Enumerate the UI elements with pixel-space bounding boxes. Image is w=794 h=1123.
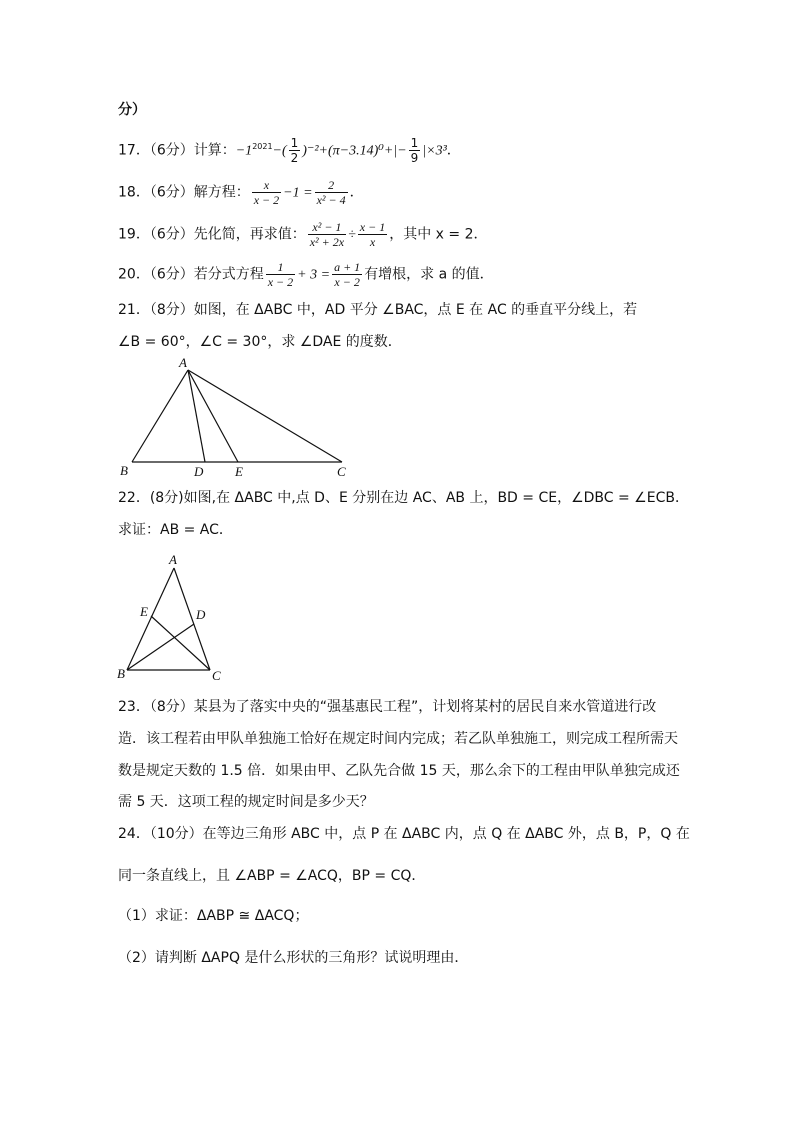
fig22-side-ab: [127, 568, 174, 670]
q18-label: 18．（6分）解方程：: [118, 184, 250, 201]
q18-fraction-1: $\frac{x}{x - 2}$: [253, 178, 280, 207]
q19-tail: ，其中 x = 2．: [389, 226, 488, 243]
fig21-segment-ad: [188, 370, 205, 462]
fig21-label-a: A: [179, 355, 187, 370]
q22-line-2: 求证：AB = AC．: [118, 522, 233, 538]
q21-line-2: ∠B = 60°，∠C = 30°，求 ∠DAE 的度数．: [118, 334, 402, 350]
q24-sub-2: （2）请判断 ΔAPQ 是什么形状的三角形？试说明理由．: [118, 950, 469, 966]
q20-tail: 有增根，求 a 的值．: [364, 266, 494, 283]
figure-22-triangle: [112, 548, 242, 683]
fig22-segment-ce: [151, 616, 210, 670]
q23-line-2: 造．该工程若由甲队单独施工恰好在规定时间内完成；若乙队单独施工，则完成工程所需天: [118, 731, 678, 747]
q17-term-c: +(π−3.14)⁰+|−: [318, 143, 407, 159]
question-17: 17．（6分）计算：$-1^{2021}-$( $\frac{1}{2}$ )⁻²+(π−3.14)⁰+|− $\frac{1}{9}$ |×3³．: [118, 136, 461, 165]
q23-line-1: 23．（8分）某县为了落实中央的“强基惠民工程”，计划将某村的居民自来水管道进行改: [118, 699, 657, 715]
q18-mid: −1 =: [283, 185, 313, 201]
q21-line-1: 21．（8分）如图，在 ΔABC 中，AD 平分 ∠BAC，点 E 在 AC 的垂直平分线上，若: [118, 302, 638, 318]
q19-mid: ÷: [348, 227, 356, 243]
q24-sub-1: （1）求证：ΔABP ≅ ΔACQ；: [118, 908, 309, 924]
q18-fraction-2: $\frac{2}{\text{x² − 4}}$: [316, 178, 346, 207]
fig21-side-ac: [188, 370, 342, 462]
q17-fraction: $\frac{1}{2}$: [290, 136, 299, 165]
q17-term-d: |×3³: [422, 143, 447, 159]
q17-exp-b: )⁻²: [302, 143, 319, 159]
q17-term-a: −1: [235, 143, 253, 159]
q24-line-1: 24．（10分）在等边三角形 ABC 中，点 P 在 ΔABC 内，点 Q 在 ΔABC 外，点 B，P，Q 在: [118, 826, 690, 842]
q19-fraction-2: $\frac{x - 1}{x}$: [359, 220, 386, 249]
fig21-label-d: D: [194, 464, 204, 479]
q19-fraction-1: $\frac{\text{x² − 1}}{\text{x² + 2x}}$: [309, 220, 345, 249]
fig22-label-c: C: [212, 668, 221, 683]
figure-21-triangle: [110, 352, 370, 482]
section-header-tail: 分）: [118, 102, 146, 118]
fig22-label-e: E: [140, 604, 148, 619]
fig21-segment-ae: [188, 370, 238, 462]
question-20: [118, 260, 494, 289]
question-18: 18．（6分）解方程： $\frac{x}{x - 2}$ −1 = $\frac{2}{\text{x² − 4}}$ ．: [118, 178, 364, 207]
q17-exp-a: 2021: [252, 141, 273, 151]
q22-line-1: 22．(8分)如图,在 ΔABC 中,点 D、E 分别在边 AC、AB 上，BD = CE，∠DBC = ∠ECB．: [118, 490, 689, 506]
fig21-label-b: B: [120, 463, 128, 478]
q19-label: 19．（6分）先化简，再求值：: [118, 226, 306, 243]
q17-fraction-2: $\frac{1}{9}$: [410, 136, 419, 165]
q17-label: 17．（6分）计算：: [118, 142, 236, 159]
question-19: [118, 220, 488, 249]
q23-line-4: 需 5 天．这项工程的规定时间是多少天？: [118, 794, 374, 810]
fig21-label-c: C: [337, 464, 346, 479]
fig22-label-a: A: [169, 552, 177, 567]
q20-label: 20．（6分）若分式方程: [118, 266, 264, 283]
fig22-label-d: D: [196, 607, 206, 622]
q17-term-b: −(: [272, 143, 287, 159]
q24-line-2: 同一条直线上，且 ∠ABP = ∠ACQ，BP = CQ．: [118, 868, 426, 884]
q23-line-3: 数是规定天数的 1.5 倍．如果由甲、乙队先合做 15 天，那么余下的工程由甲队单独完成还: [118, 763, 680, 779]
fig21-label-e: E: [235, 464, 243, 479]
q20-mid: + 3 =: [297, 267, 331, 283]
fig21-side-ab: [132, 370, 188, 462]
fig22-label-b: B: [117, 666, 125, 681]
q20-fraction-1: $\frac{1}{x - 2}$: [267, 260, 294, 289]
q20-fraction-2: $\frac{a + 1}{x - 2}$: [334, 260, 361, 289]
